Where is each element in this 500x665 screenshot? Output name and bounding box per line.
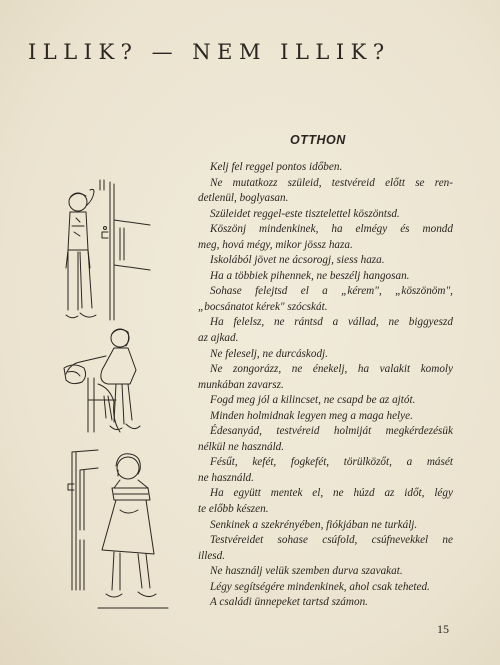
text-line: Ha együtt mentek el, ne húzd az időt, légy <box>210 487 453 500</box>
text-line: az ajkad. <box>198 332 239 345</box>
illustration-column <box>58 170 208 615</box>
text-line: meg, hová mégy, mikor jössz haza. <box>198 238 353 251</box>
text-line: A családi ünnepeket tartsd számon. <box>210 596 368 609</box>
text-line: Iskolából jövet ne ácsorogj, siess haza. <box>210 254 385 267</box>
text-line: Édesanyád, testvéreid holmiját megkérdezésük <box>210 425 453 438</box>
text-line: Fogd meg jól a kilincset, ne csapd be az ajtót. <box>210 394 416 407</box>
text-line: Testvéreidet sohase csúfold, csúfnevekkel ne <box>210 534 453 547</box>
text-line: illesd. <box>198 549 226 562</box>
text-line: munkában zavarsz. <box>198 378 284 391</box>
text-line: Ne zongorázz, ne énekelj, ha valakit komoly <box>210 363 453 376</box>
text-line: Köszönj mindenkinek, ha elmégy és mondd <box>210 223 453 236</box>
text-line: te előbb készen. <box>198 503 269 516</box>
text-line: detlenül, boglyasan. <box>198 192 289 205</box>
text-line: Ne használj velük szemben durva szavakat. <box>210 565 403 578</box>
text-line: Minden holmidnak legyen meg a maga helye. <box>210 409 413 422</box>
page-number: 15 <box>437 622 449 636</box>
text-line: Kelj fel reggel pontos időben. <box>210 161 343 173</box>
text-line: Ha felelsz, ne rántsd a vállad, ne biggyeszd <box>210 316 453 329</box>
boy-in-pajamas-at-door-illustration <box>66 180 150 320</box>
girl-tidying-clothes-illustration <box>64 329 140 432</box>
text-line: Ha a többiek pihennek, ne beszélj hangosan. <box>210 269 410 282</box>
text-line: Szüleidet reggel-este tisztelettel köszöntsd. <box>210 207 400 220</box>
text-line: Fésűt, kefét, fogkefét, törülközőt, a másét <box>210 456 453 469</box>
text-line: Sohase felejtsd el a „kérem", „köszönöm", <box>210 285 453 298</box>
text-line: nélkül ne használd. <box>198 440 285 453</box>
page-header: ILLIK? — NEM ILLIK? <box>28 40 391 64</box>
girl-with-books-at-door-illustration <box>68 450 168 608</box>
section-title: OTTHON <box>290 133 346 147</box>
text-line: Ne mutatkozz szüleid, testvéreid előtt se ren- <box>210 176 453 189</box>
text-line: Légy segítségére mindenkinek, ahol csak teheted. <box>210 580 430 593</box>
text-line: Senkinek a szekrényében, fiókjában ne turkálj. <box>210 518 418 531</box>
text-line: „bocsánatot kérek" szócskát. <box>198 300 328 313</box>
text-line: ne használd. <box>198 471 254 484</box>
body-text <box>198 160 453 611</box>
text-line: Ne feleselj, ne durcáskodj. <box>210 347 328 360</box>
